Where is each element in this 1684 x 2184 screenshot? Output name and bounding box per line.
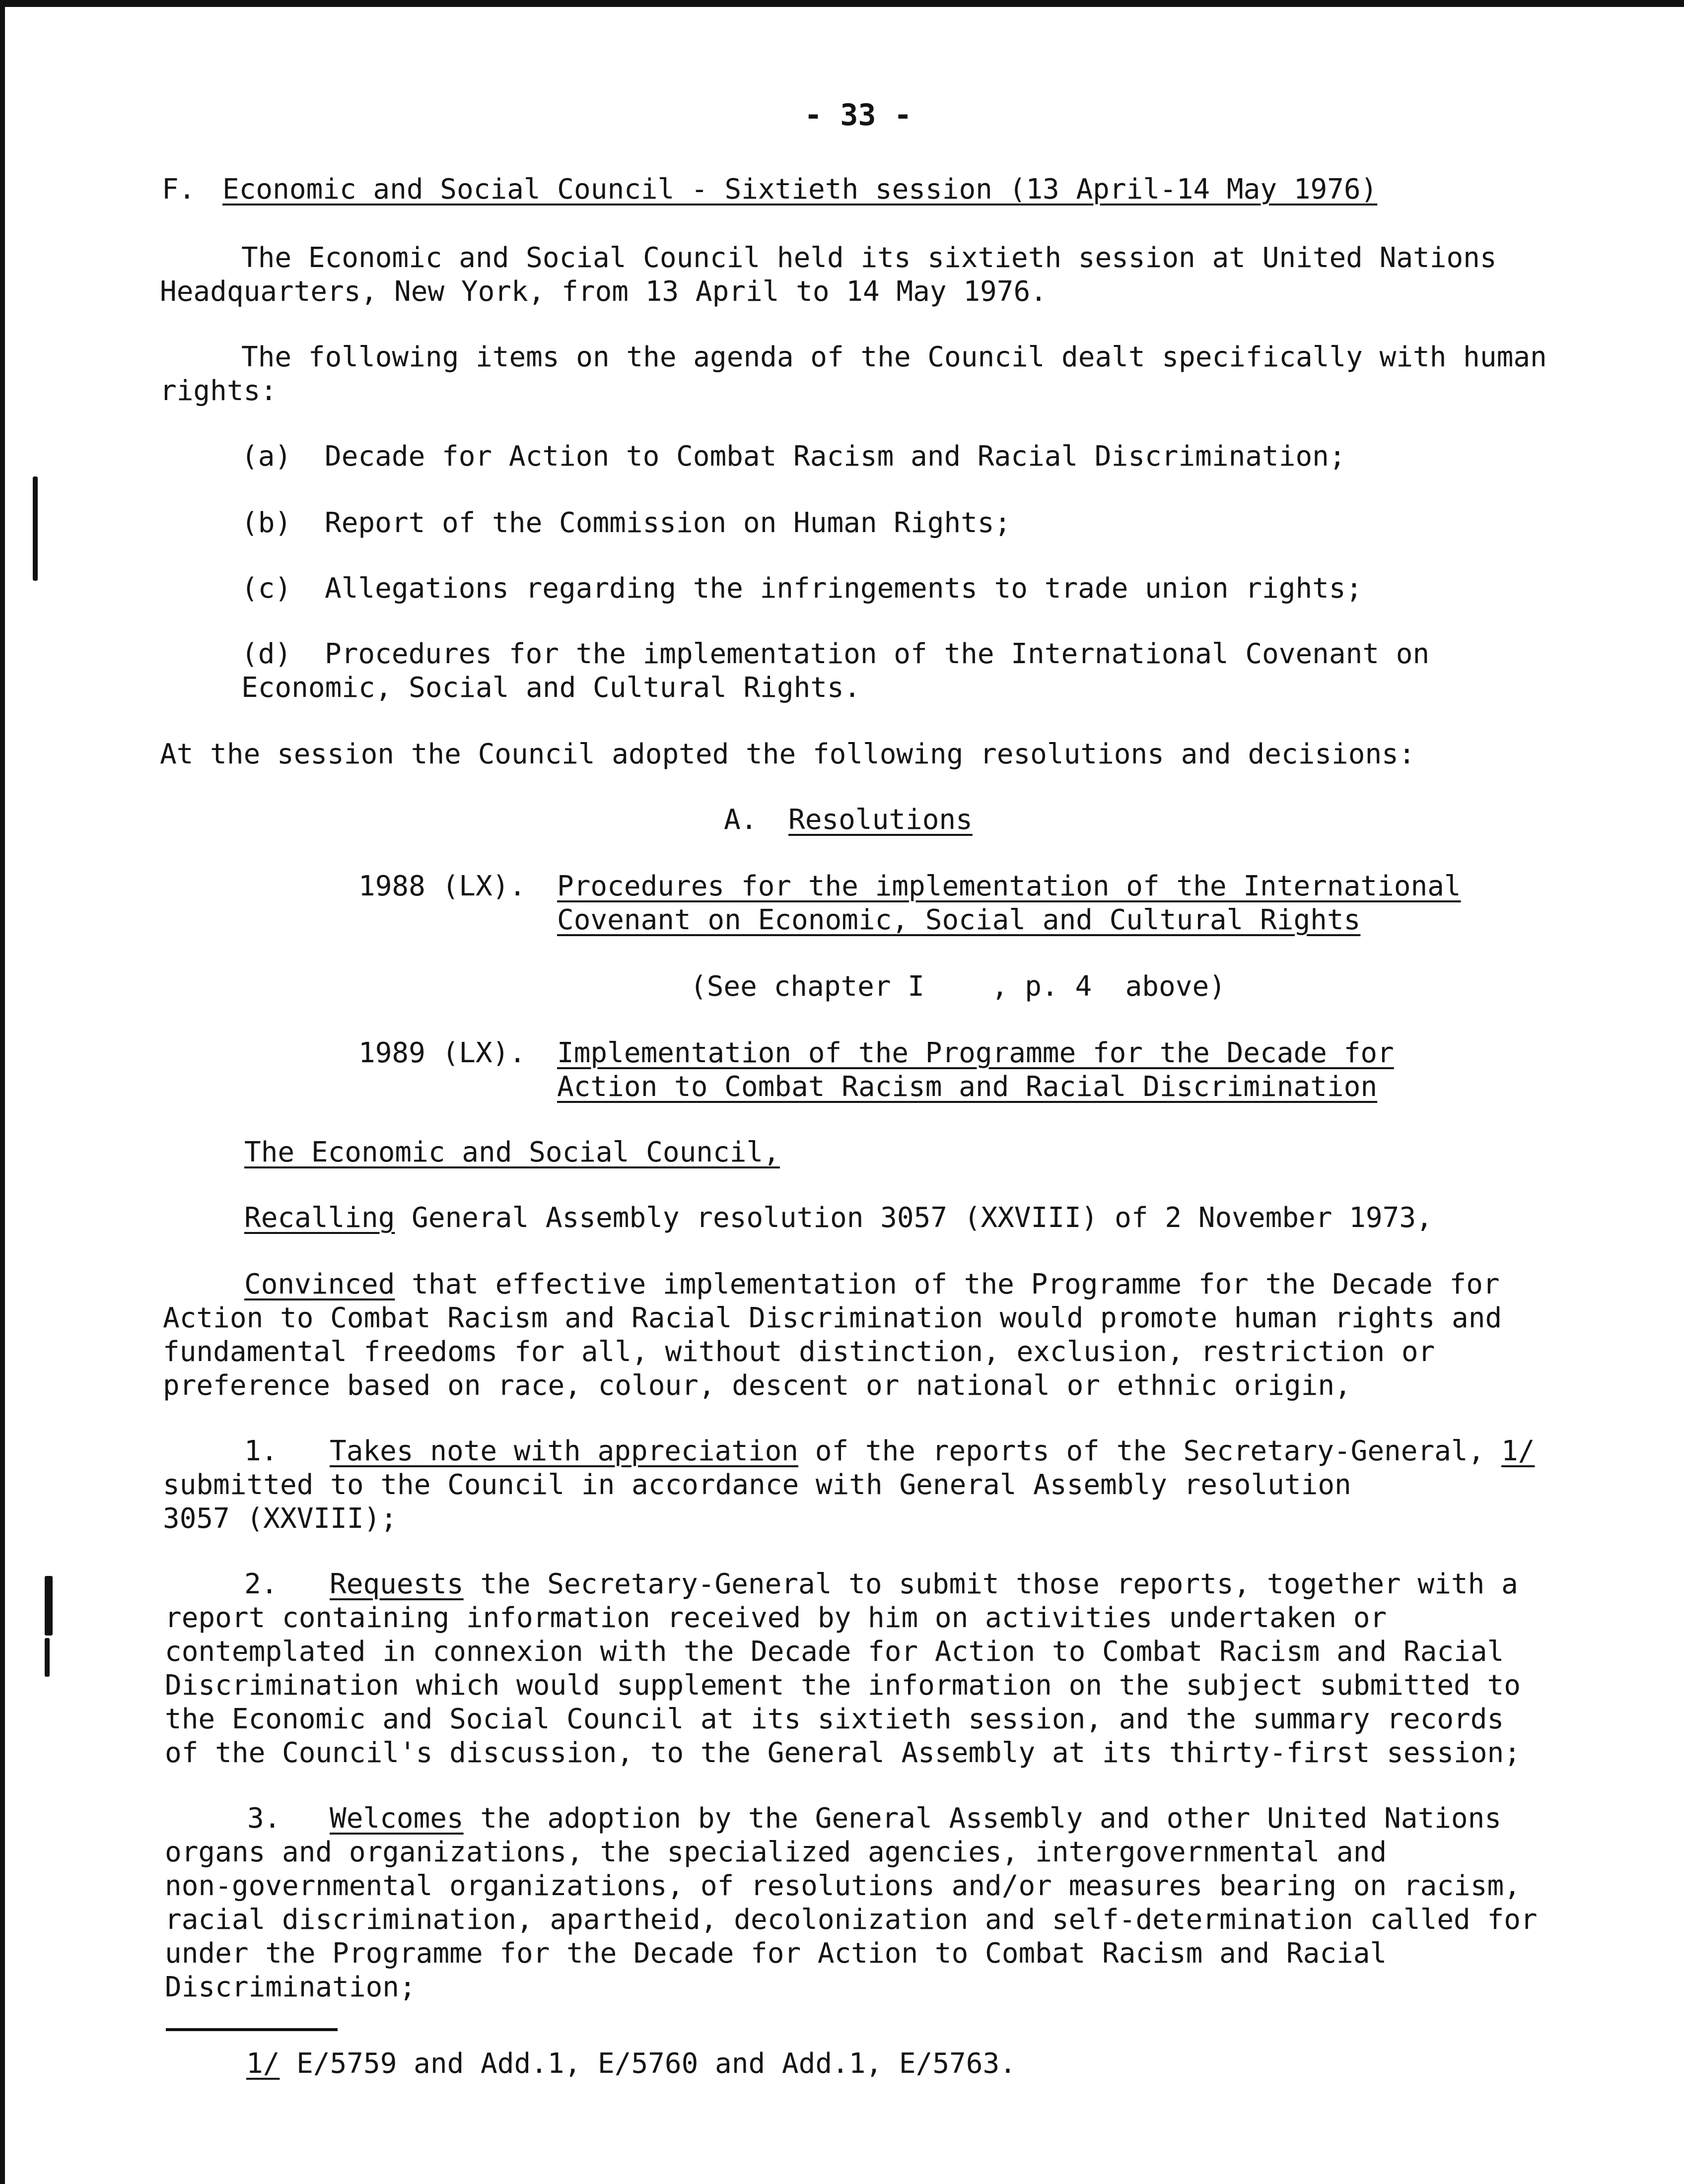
paragraph-number: 2. bbox=[244, 1568, 278, 1600]
resolution-number: 1988 (LX). bbox=[358, 870, 526, 902]
convinced-text: that effective implementation of the Programme for the Decade for bbox=[395, 1268, 1500, 1300]
paragraph-line: preference based on race, colour, descent or national or ethnic origin, bbox=[163, 1369, 1351, 1402]
paragraph-line: Discrimination; bbox=[165, 1971, 416, 2003]
paragraph-number: 1. bbox=[244, 1435, 278, 1467]
operative-paragraph-2 bbox=[330, 1568, 1518, 1601]
section-title: Economic and Social Council - Sixtieth session (13 April-14 May 1976) bbox=[222, 173, 1378, 205]
paragraph-line: Discrimination which would supplement the information on the subject submitted to bbox=[165, 1669, 1521, 1702]
adopted-line: At the session the Council adopted the following resolutions and decisions: bbox=[160, 738, 1415, 770]
paragraph-line: racial discrimination, apartheid, decolonization and self-determination called for bbox=[165, 1904, 1538, 1936]
footnote-ref: 1/ bbox=[1501, 1435, 1535, 1467]
resolution-title: Implementation of the Programme for the Decade for bbox=[557, 1037, 1394, 1069]
recalling-text: General Assembly resolution 3057 (XXVIII) of 2 November 1973, bbox=[395, 1202, 1433, 1234]
agenda-item-label: (a) bbox=[241, 440, 292, 473]
subsection-letter: A. bbox=[724, 804, 758, 836]
recalling-line bbox=[244, 1201, 1433, 1235]
agenda-item-text: Economic, Social and Cultural Rights. bbox=[241, 672, 861, 704]
paragraph-line: submitted to the Council in accordance with General Assembly resolution bbox=[163, 1469, 1351, 1501]
footnote-marker: 1/ bbox=[246, 2048, 280, 2080]
agenda-item-label: (d) bbox=[241, 638, 292, 670]
agenda-item-label: (c) bbox=[241, 572, 292, 605]
subsection-title: Resolutions bbox=[788, 804, 973, 836]
paragraph-number: 3. bbox=[247, 1802, 281, 1835]
section-letter: F. bbox=[162, 173, 196, 205]
paragraph-line: report containing information received by him on activities undertaken or bbox=[165, 1602, 1387, 1634]
p2-keyword: Requests bbox=[330, 1568, 464, 1600]
paragraph-line: of the Council's discussion, to the General Assembly at its thirty-first session; bbox=[165, 1737, 1521, 1769]
paragraph-line: contemplated in connexion with the Decade for Action to Combat Racism and Racial bbox=[165, 1636, 1504, 1668]
paragraph-line: organs and organizations, the specialized agencies, intergovernmental and bbox=[165, 1836, 1387, 1868]
paragraph-line: Action to Combat Racism and Racial Discrimination would promote human rights and bbox=[163, 1302, 1502, 1334]
convinced-line bbox=[244, 1268, 1500, 1301]
margin-change-bar bbox=[45, 1576, 53, 1636]
paragraph-line: non-governmental organizations, of resolutions and/or measures bearing on racism, bbox=[165, 1870, 1521, 1902]
recalling-keyword: Recalling bbox=[244, 1202, 395, 1234]
intro-line: The Economic and Social Council held its sixtieth session at United Nations bbox=[241, 242, 1497, 274]
paragraph-line: fundamental freedoms for all, without distinction, exclusion, restriction or bbox=[163, 1336, 1435, 1368]
resolution-title: Covenant on Economic, Social and Cultural Rights bbox=[557, 904, 1361, 936]
scan-edge-left bbox=[0, 0, 5, 2184]
convinced-keyword: Convinced bbox=[244, 1268, 395, 1300]
agenda-item-text: Decade for Action to Combat Racism and Racial Discrimination; bbox=[325, 440, 1346, 473]
resolution-title: Procedures for the implementation of the International bbox=[557, 870, 1461, 902]
p3-keyword: Welcomes bbox=[330, 1802, 464, 1835]
margin-change-bar bbox=[33, 477, 38, 581]
intro-line: Headquarters, New York, from 13 April to 14 May 1976. bbox=[160, 275, 1047, 308]
resolution-number: 1989 (LX). bbox=[358, 1037, 526, 1069]
p1-text: of the reports of the Secretary-General, bbox=[798, 1435, 1502, 1467]
agenda-item-text: Allegations regarding the infringements to trade union rights; bbox=[325, 572, 1363, 605]
p1-keyword: Takes note with appreciation bbox=[330, 1435, 799, 1467]
footnote-rule bbox=[166, 2028, 338, 2031]
agenda-intro-line: rights: bbox=[160, 375, 278, 407]
footnote bbox=[246, 2047, 1016, 2081]
p2-text: the Secretary-General to submit those reports, together with a bbox=[463, 1568, 1518, 1600]
resolution-title: Action to Combat Racism and Racial Discrimination bbox=[557, 1071, 1378, 1103]
agenda-item-text: Procedures for the implementation of the International Covenant on bbox=[325, 638, 1430, 670]
footnote-text: E/5759 and Add.1, E/5760 and Add.1, E/5763. bbox=[280, 2048, 1016, 2080]
agenda-item-text: Report of the Commission on Human Rights; bbox=[325, 507, 1011, 539]
page-number: - 33 - bbox=[804, 98, 912, 133]
paragraph-line: 3057 (XXVIII); bbox=[163, 1502, 398, 1535]
council-line: The Economic and Social Council, bbox=[244, 1136, 780, 1168]
agenda-item-label: (b) bbox=[241, 507, 292, 539]
margin-change-bar bbox=[45, 1638, 50, 1677]
p3-text: the adoption by the General Assembly and other United Nations bbox=[463, 1802, 1502, 1835]
see-reference: (See chapter I , p. 4 above) bbox=[690, 970, 1226, 1003]
paragraph-line: under the Programme for the Decade for Action to Combat Racism and Racial bbox=[165, 1937, 1387, 1970]
operative-paragraph-1 bbox=[330, 1434, 1535, 1468]
scan-edge-top bbox=[0, 0, 1684, 7]
paragraph-line: the Economic and Social Council at its sixtieth session, and the summary records bbox=[165, 1703, 1504, 1735]
operative-paragraph-3 bbox=[330, 1802, 1501, 1836]
agenda-intro-line: The following items on the agenda of the Council dealt specifically with human bbox=[241, 341, 1547, 373]
